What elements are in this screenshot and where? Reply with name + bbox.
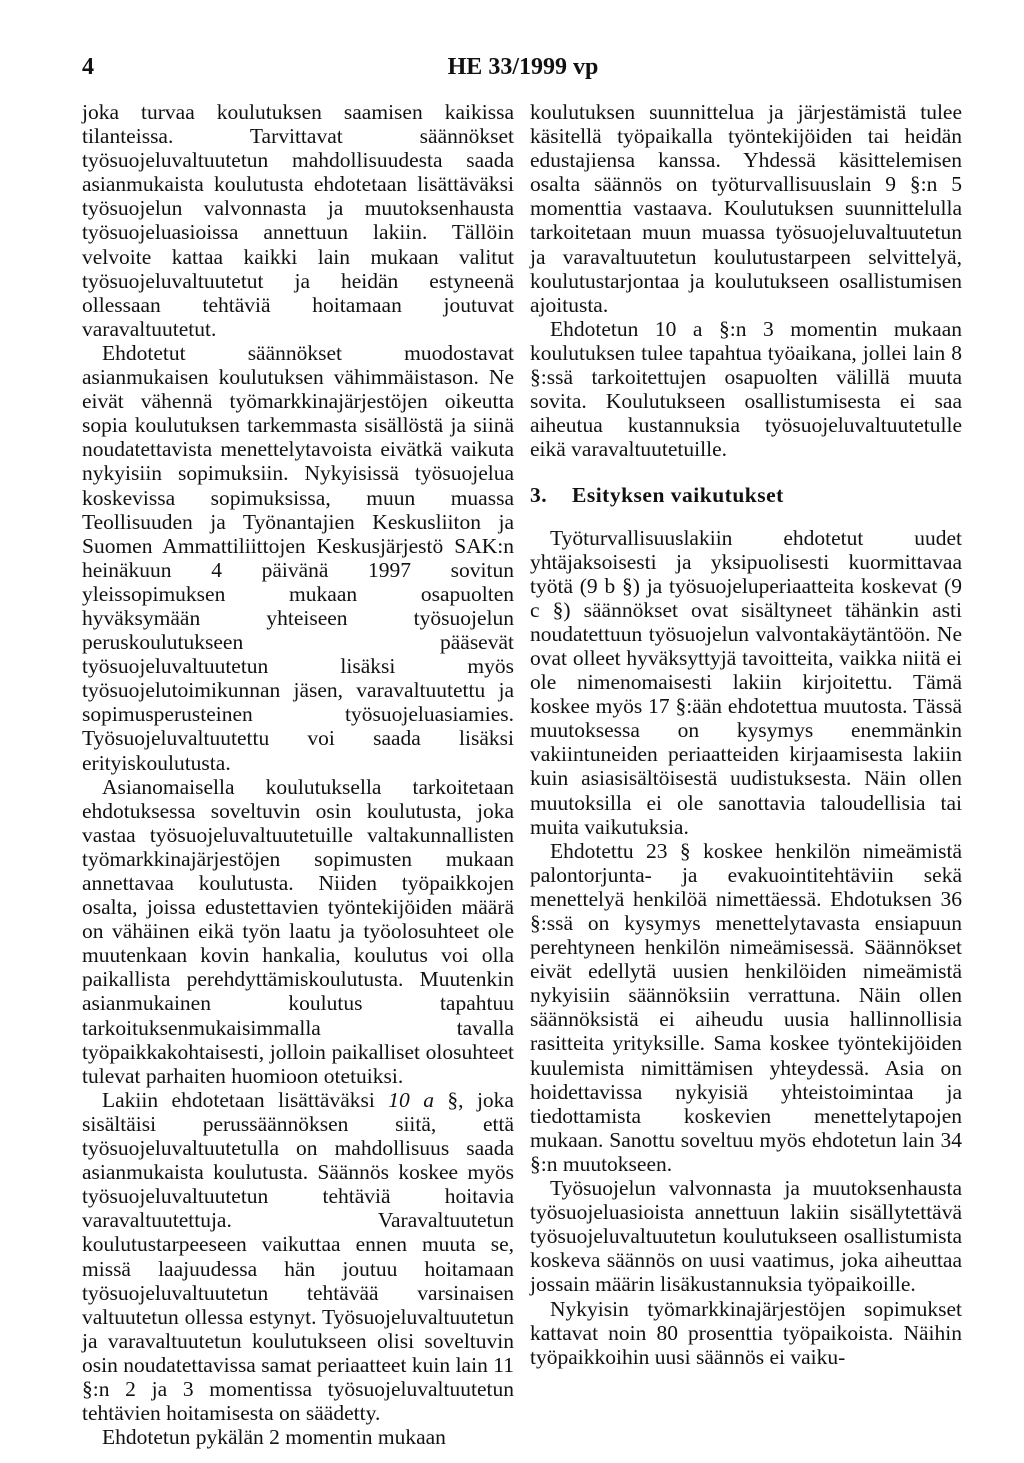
document-id: HE 33/1999 vp bbox=[447, 54, 599, 80]
section-heading bbox=[530, 483, 962, 507]
paragraph: joka turvaa koulutuksen saamisen kaikissa tilanteissa. Tarvittavat säännökset työsuojeluvaltuutetun mahdollisuudesta saada asianmukaista koulutusta ehdotetaan lisättäväksi työsuojelun valvonnasta ja muutoksenhausta työsuojeluasioissa annettuun lakiin. Tällöin velvoite kattaa kaikki lain mukaan valitut työsuojeluvaltuutetut ja heidän estyneenä ollessaan tehtäviä hoitamaan joutuvat varavaltuutetut. bbox=[82, 100, 514, 341]
paragraph: Työsuojelun valvonnasta ja muutoksenhausta työsuojeluasioista annettuun lakiin sisällytettävä työsuojeluvaltuutetun koulutukseen osallistumista koskeva säännös on uusi vaatimus, joka aiheuttaa jossain määrin lisäkustannuksia työpaikoille. bbox=[530, 1176, 962, 1297]
paragraph: Asianomaisella koulutuksella tarkoitetaan ehdotuksessa soveltuvin osin koulutusta, joka vastaa työsuojeluvaltuutetuille valtakunnallisten työmarkkinajärjestöjen sopimusten mukaan annettavaa koulutusta. Niiden työpaikkojen osalta, joissa edustettavien työntekijöiden määrä on vähäinen eikä työn laatu ja työolosuhteet ole muutenkaan kovin hankalia, koulutus voi olla paikallista perehdyttämiskoulutusta. Muutenkin asianmukainen koulutus tapahtuu tarkoituksenmukaisimmalla tavalla työpaikkakohtaisesti, jolloin paikalliset olosuhteet tulevat parhaiten huomioon otetuiksi. bbox=[82, 774, 514, 1088]
paragraph bbox=[82, 1088, 514, 1425]
paragraph: Ehdotettu 23 § koskee henkilön nimeämistä palontorjunta- ja evakuointitehtäviin sekä menettelyä henkilöä nimettäessä. Ehdotuksen 36 §:ssä on kysymys menettelytavasta ensiapuun perehtyneen henkilön nimeämisessä. Säännökset eivät edellytä uusien henkilöiden nimeämistä nykyisiin säännöksiin verrattuna. Näin ollen säännöksistä ei aiheudu uusia hallinnollisia rasitteita yrityksille. Sama koskee työntekijöiden kuulemista nimittämisen yhteydessä. Asia on hoidettavissa nykyisiä yhteistoimintaa ja tiedottamista koskevien menettelytapojen mukaan. Sanottu soveltuu myös ehdotetun lain 34 §:n muutokseen. bbox=[530, 838, 962, 1176]
paragraph: Ehdotetun pykälän 2 momentin mukaan bbox=[102, 1425, 446, 1450]
paragraph: Työturvallisuuslakiin ehdotetut uudet yhtäjaksoisesti ja yksipuolisesti kuormittavaa työtä (9 b §) ja työsuojeluperiaatteita koskevat (9 c §) säännökset ovat sisältyneet tähänkin asti noudatettuun työsuojelun valvontakäytäntöön. Ne ovat olleet hyväksyttyjä tavoitteita, vaikka niitä ei ole nimenomaisesti lakiin kirjoitettu. Tämä koskee myös 17 §:ään ehdotettua muutosta. Tässä muutoksessa on kysymys enemmänkin vakiintuneiden periaatteiden kirjaamisesta lakiin kuin asiasisältöisestä uudistuksesta. Näin ollen muutoksilla ei ole sanottavia taloudellisia tai muita vaikutuksia. bbox=[530, 525, 962, 839]
section-reference: 10 a bbox=[388, 1087, 434, 1112]
paragraph-text: Lakiin ehdotetaan lisättäväksi bbox=[102, 1087, 389, 1112]
section-title: Esityksen vaikutukset bbox=[572, 483, 784, 508]
paragraph: Ehdotetut säännökset muodostavat asianmukaisen koulutuksen vähimmäistason. Ne eivät vähennä työmarkkinajärjestöjen oikeutta sopia koulutuksen tarkemmasta sisällöstä ja siinä noudatettavista menettelytavoista eivätkä vaikuta nykyisiin sopimuksiin. Nykyisissä työsuojelua koskevissa sopimuksissa, muun muassa Teollisuuden ja Työnantajien Keskusliiton ja Suomen Ammattiliittojen Keskusjärjestö SAK:n heinäkuun 4 päivänä 1997 sovitun yleissopimuksen mukaan osapuolten hyväksymään yhteiseen työsuojelun peruskoulutukseen pääsevät työsuojeluvaltuutetun lisäksi myös työsuojelutoimikunnan jäsen, varavaltuutettu ja sopimusperusteinen työsuojeluasiamies. Työsuojeluvaltuutettu voi saada lisäksi erityiskoulutusta. bbox=[82, 340, 514, 775]
right-column bbox=[530, 100, 962, 1369]
paragraph-text: §, joka sisältäisi perussäännöksen siitä, että työsuojeluvaltuutetulla on mahdollisuus saada asianmukaista koulutusta. Säännös koskee myös työsuojeluvaltuutetun tehtäviä hoitavia varavaltuutettuja. Varavaltuutetun koulutustarpeeseen vaikuttaa ennen muuta se, missä laajuudessa hän joutuu hoitamaan työsuojeluvaltuutetun tehtävää varsinaisen valtuutetun ollessa estynyt. Työsuojeluvaltuutetun ja varavaltuutetun koulutukseen olisi soveltuvin osin noudatettavissa samat periaatteet kuin lain 11 §:n 2 ja 3 momentissa työsuojeluvaltuutetun tehtävien hoitamisesta on säädetty. bbox=[82, 1087, 514, 1426]
page-number: 4 bbox=[82, 54, 94, 80]
paragraph: koulutuksen suunnittelua ja järjestämistä tulee käsitellä työpaikalla työntekijöiden tai heidän edustajiensa kanssa. Yhdessä käsittelemisen osalta säännös on työturvallisuuslain 9 §:n 5 momenttia vastaava. Koulutuksen suunnittelulla tarkoitetaan muun muassa työsuojeluvaltuutetun ja varavaltuutetun koulutustarpeen selvittelyä, koulutustarjontaa ja koulutukseen osallistumisen ajoitusta. bbox=[530, 100, 962, 317]
left-column bbox=[82, 100, 514, 1449]
paragraph: Nykyisin työmarkkinajärjestöjen sopimukset kattavat noin 80 prosenttia työpaikoista. Näihin työpaikkoihin uusi säännös ei vaiku- bbox=[530, 1296, 962, 1369]
page-header bbox=[82, 50, 964, 84]
paragraph: Ehdotetun 10 a §:n 3 momentin mukaan koulutuksen tulee tapahtua työaikana, jollei lain 8 §:ssä tarkoitettujen osapuolten välillä muuta sovita. Koulutukseen osallistumisesta ei saa aiheutua kustannuksia työsuojeluvaltuutetulle eikä varavaltuutetuille. bbox=[530, 316, 962, 462]
section-number: 3. bbox=[530, 483, 548, 508]
